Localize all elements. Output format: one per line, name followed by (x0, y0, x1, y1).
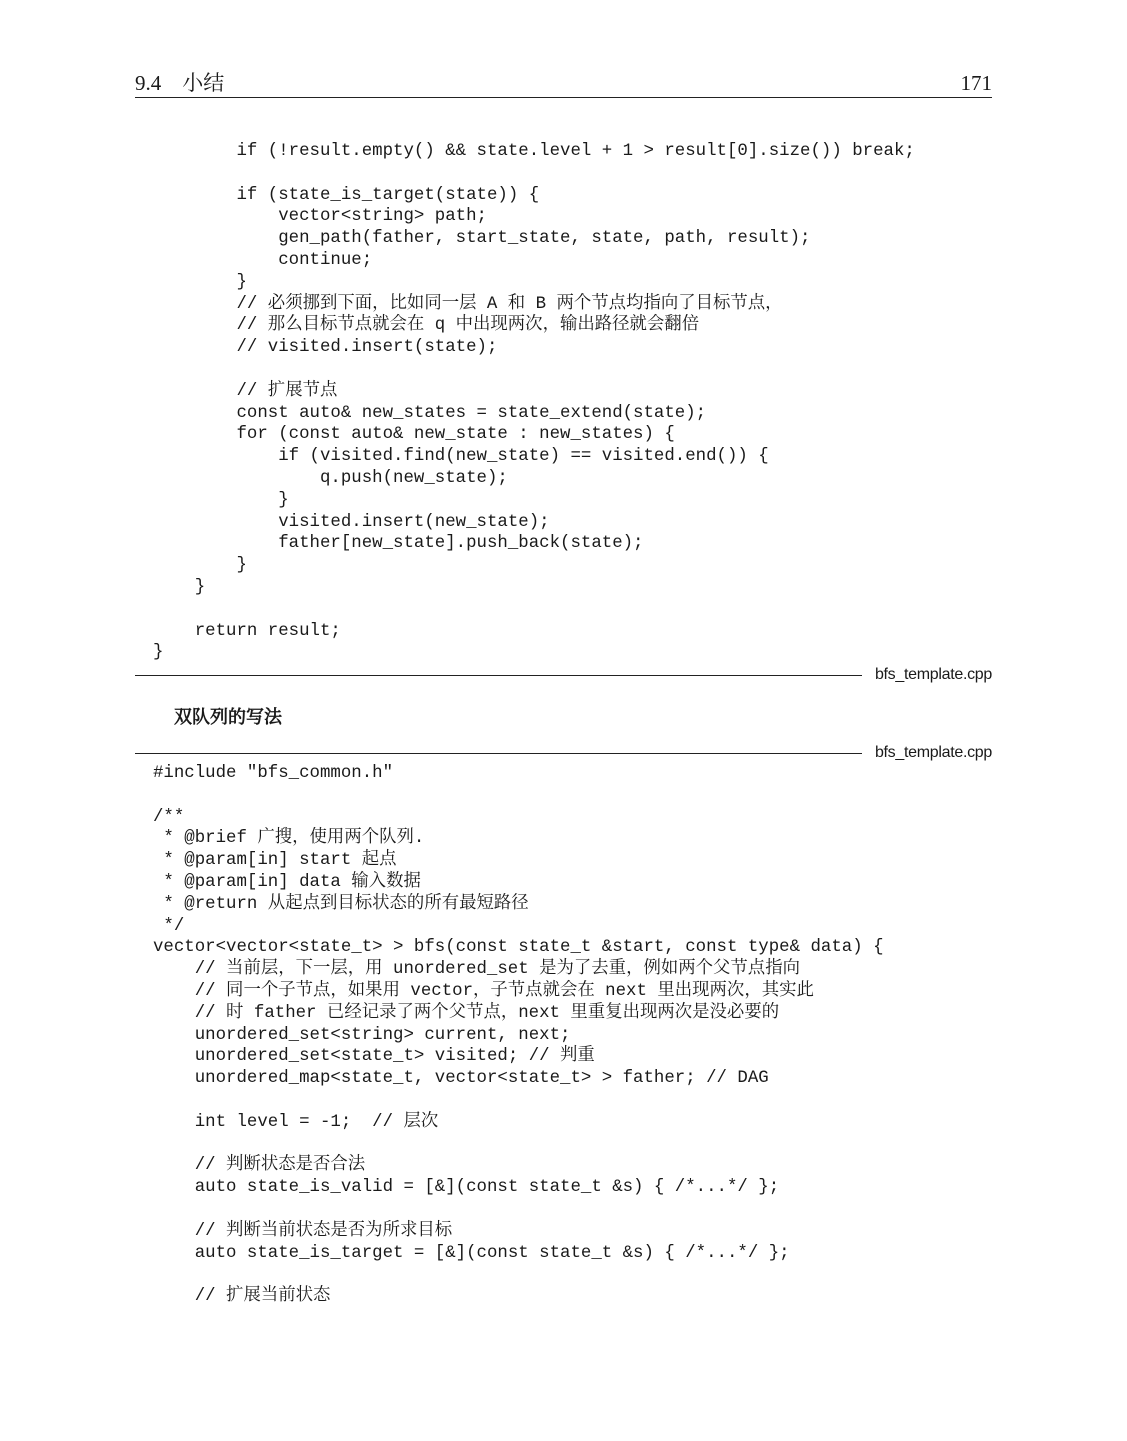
code-line: /** (153, 807, 185, 827)
file-name-label: bfs_template.cpp (874, 744, 992, 761)
code-line (153, 1264, 884, 1286)
code-line: // 判断状态是否合法 (153, 1156, 366, 1176)
code-line (153, 1199, 884, 1221)
code-line: // 时 father 已经记录了两个父节点，next 里重复出现两次是没必要的 (153, 1003, 780, 1023)
code-line: } (153, 272, 247, 292)
code-line: * @brief 广搜，使用两个队列. (153, 829, 425, 849)
code-line (153, 599, 915, 621)
code-line: // 必须挪到下面，比如同一层 A 和 B 两个节点均指向了目标节点， (153, 294, 783, 314)
code-line: visited.insert(new_state); (153, 512, 550, 532)
code-line: * @param[in] data 输入数据 (153, 872, 421, 892)
code-line: unordered_map<state_t, vector<state_t> > father; // DAG (153, 1069, 769, 1089)
code-line: // 扩展当前状态 (153, 1287, 331, 1307)
code-line: gen_path(father, start_state, state, path, result); (153, 229, 811, 249)
code-line: unordered_set<state_t> visited; // 判重 (153, 1047, 595, 1067)
code-line: // visited.insert(state); (153, 338, 498, 358)
code-line: } (153, 643, 164, 663)
code-line: } (153, 577, 206, 597)
caption-rule (135, 753, 862, 754)
code-line: // 判断当前状态是否为所求目标 (153, 1221, 453, 1241)
code-line: int level = -1; // 层次 (153, 1112, 439, 1132)
code-line: // 同一个子节点，如果用 vector，子节点就会在 next 里出现两次，其实此 (153, 981, 814, 1001)
file-caption-bottom (135, 743, 992, 763)
code-line: // 当前层，下一层，用 unordered_set 是为了去重，例如两个父节点指向 (153, 960, 800, 980)
header-rule (135, 97, 992, 98)
code-line: vector<string> path; (153, 207, 487, 227)
code-line: #include "bfs_common.h" (153, 764, 394, 783)
code-line: // 那么目标节点就会在 q 中出现两次，输出路径就会翻倍 (153, 316, 700, 336)
page-number: 171 (960, 71, 992, 95)
code-line (153, 163, 915, 185)
code-line: father[new_state].push_back(state); (153, 534, 644, 554)
code-line: vector<vector<state_t> > bfs(const state_t &start, const type& data) { (153, 938, 884, 958)
code-line: } (153, 556, 247, 576)
code-line: continue; (153, 250, 373, 270)
code-line: */ (153, 916, 185, 936)
caption-rule (135, 675, 862, 676)
code-line: if (state_is_target(state)) { (153, 185, 540, 205)
code-line: for (const auto& new_state : new_states) { (153, 425, 675, 445)
code-line: } (153, 490, 289, 510)
code-listing-bottom (153, 763, 884, 1308)
code-line: auto state_is_target = [&](const state_t &s) { /*...*/ }; (153, 1243, 790, 1263)
file-caption-top (135, 665, 992, 685)
code-line: unordered_set<string> current, next; (153, 1025, 571, 1045)
code-line: // 扩展节点 (153, 381, 338, 401)
code-line: q.push(new_state); (153, 468, 508, 488)
running-header-section: 9.4 小结 (135, 71, 225, 95)
code-line: * @param[in] start 起点 (153, 851, 397, 871)
code-line (153, 1134, 884, 1156)
code-line (153, 359, 915, 381)
code-line: if (!result.empty() && state.level + 1 > result[0].size()) break; (153, 142, 915, 161)
code-line: return result; (153, 621, 341, 641)
code-listing-top (153, 141, 915, 664)
code-line (153, 1090, 884, 1112)
code-line (153, 785, 884, 807)
code-line: auto state_is_valid = [&](const state_t &s) { /*...*/ }; (153, 1178, 780, 1198)
code-line: * @return 从起点到目标状态的所有最短路径 (153, 894, 529, 914)
code-line: const auto& new_states = state_extend(state); (153, 403, 707, 423)
section-heading: 双队列的写法 (174, 707, 282, 728)
file-name-label: bfs_template.cpp (874, 666, 992, 683)
code-line: if (visited.find(new_state) == visited.end()) { (153, 447, 769, 467)
